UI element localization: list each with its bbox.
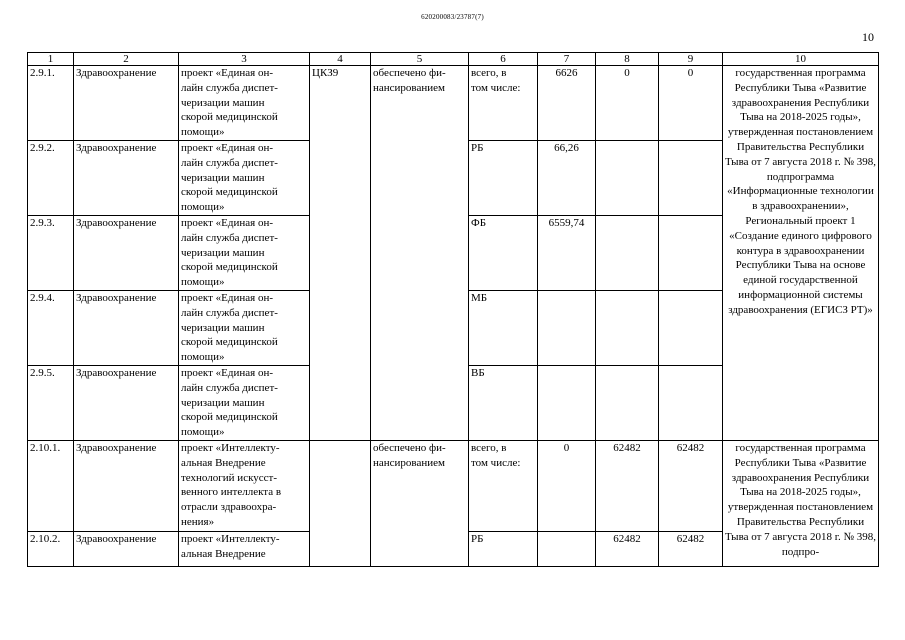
column-header: 1 [28, 53, 74, 66]
amount-col7-cell: 0 [538, 441, 596, 532]
sector-cell: Здравоохранение [74, 291, 179, 366]
column-header: 4 [310, 53, 371, 66]
amount-col9-cell [659, 291, 723, 366]
project-cell: проект «Единая он- лайн служба диспет- черизации машин скорой медицинской помощи» [179, 66, 310, 141]
sector-cell: Здравоохранение [74, 216, 179, 291]
amount-col7-cell: 6559,74 [538, 216, 596, 291]
row-number: 2.9.1. [28, 66, 74, 141]
row-number: 2.9.3. [28, 216, 74, 291]
financing-status-cell: обеспечено фи- нансированием [371, 441, 469, 567]
row-number: 2.9.2. [28, 141, 74, 216]
page-number: 10 [862, 30, 874, 44]
funding-source-cell: МБ [469, 291, 538, 366]
row-number: 2.9.4. [28, 291, 74, 366]
amount-col9-cell [659, 366, 723, 441]
amount-col8-cell [596, 216, 659, 291]
projects-table [27, 52, 879, 567]
funding-source-cell: РБ [469, 532, 538, 567]
amount-col9-cell: 62482 [659, 532, 723, 567]
project-cell: проект «Интеллекту- альная Внедрение технологий искусст- венного интеллекта в отрасли здравоохра- нения» [179, 441, 310, 532]
project-cell: проект «Единая он- лайн служба диспет- черизации машин скорой медицинской помощи» [179, 291, 310, 366]
column-header: 3 [179, 53, 310, 66]
amount-col7-cell [538, 291, 596, 366]
project-cell: проект «Единая он- лайн служба диспет- черизации машин скорой медицинской помощи» [179, 216, 310, 291]
project-cell: проект «Единая он- лайн служба диспет- черизации машин скорой медицинской помощи» [179, 366, 310, 441]
amount-col8-cell: 62482 [596, 532, 659, 567]
sector-cell: Здравоохранение [74, 366, 179, 441]
project-cell: проект «Интеллекту- альная Внедрение [179, 532, 310, 567]
executor-cell: ЦКЗ9 [310, 66, 371, 441]
amount-col7-cell [538, 366, 596, 441]
project-cell: проект «Единая он- лайн служба диспет- черизации машин скорой медицинской помощи» [179, 141, 310, 216]
amount-col9-cell: 62482 [659, 441, 723, 532]
row-number: 2.10.2. [28, 532, 74, 567]
sector-cell: Здравоохранение [74, 441, 179, 532]
column-number-row [28, 53, 879, 66]
funding-source-cell: ФБ [469, 216, 538, 291]
amount-col8-cell [596, 366, 659, 441]
amount-col9-cell [659, 141, 723, 216]
amount-col9-cell [659, 216, 723, 291]
column-header: 2 [74, 53, 179, 66]
row-number: 2.10.1. [28, 441, 74, 532]
funding-source-cell: всего, в том числе: [469, 66, 538, 141]
column-header: 5 [371, 53, 469, 66]
row-number: 2.9.5. [28, 366, 74, 441]
sector-cell: Здравоохранение [74, 532, 179, 567]
program-basis-cell: государственная программа Республики Тыва «Развитие здравоохранения Республики Тыва на 2018-2025 годы», утвержденная постановлением Правительства Республики Тыва от 7 августа 2018 г. № 398, подпро- [723, 441, 879, 567]
column-header: 9 [659, 53, 723, 66]
financing-status-cell: обеспечено фи- нансированием [371, 66, 469, 441]
column-header: 6 [469, 53, 538, 66]
document-registration-code: 620200083/23787(7) [421, 13, 484, 21]
column-header: 10 [723, 53, 879, 66]
amount-col9-cell: 0 [659, 66, 723, 141]
amount-col7-cell [538, 532, 596, 567]
column-header: 7 [538, 53, 596, 66]
program-basis-cell: государственная программа Республики Тыва «Развитие здравоохранения Республики Тыва на 2018-2025 годы», утвержденная постановлением Правительства Республики Тыва от 7 августа 2018 г. № 398, подпрограмма «Информационные технологии в здравоохранении», Региональный проект 1 «Создание единого цифрового контура в здравоохранении Республики Тыва на основе единой государственной информационной системы здравоохранения (ЕГИСЗ РТ)» [723, 66, 879, 441]
funding-source-cell: всего, в том числе: [469, 441, 538, 532]
funding-source-cell: РБ [469, 141, 538, 216]
amount-col7-cell: 66,26 [538, 141, 596, 216]
sector-cell: Здравоохранение [74, 66, 179, 141]
column-header: 8 [596, 53, 659, 66]
amount-col8-cell: 0 [596, 66, 659, 141]
amount-col7-cell: 6626 [538, 66, 596, 141]
table-row [28, 66, 879, 141]
sector-cell: Здравоохранение [74, 141, 179, 216]
amount-col8-cell: 62482 [596, 441, 659, 532]
amount-col8-cell [596, 291, 659, 366]
amount-col8-cell [596, 141, 659, 216]
table-row [28, 441, 879, 532]
executor-cell [310, 441, 371, 567]
funding-source-cell: ВБ [469, 366, 538, 441]
